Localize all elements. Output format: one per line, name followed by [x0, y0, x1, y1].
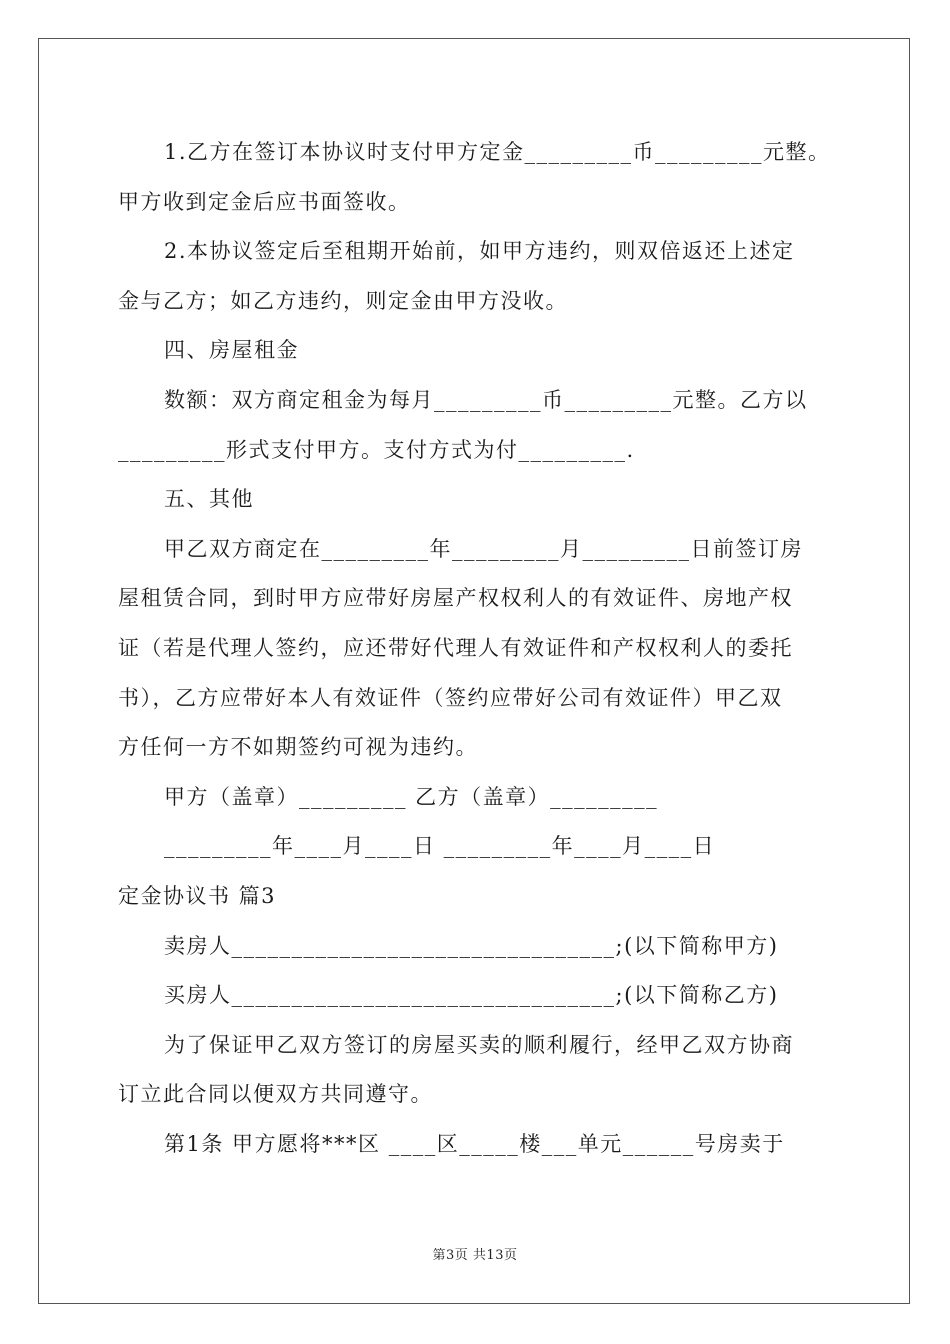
date-line: _________年____月____日 _________年____月____日 [164, 834, 716, 859]
document-body [118, 128, 838, 1169]
article-line: 第1条 甲方愿将***区 ____区_____楼___单元______号房卖于 [164, 1131, 785, 1156]
buyer-line: 买房人________________________________;(以下简称乙方) [164, 983, 779, 1008]
paragraph-line: 方任何一方不如期签约可视为违约。 [118, 735, 478, 760]
paragraph-line: 屋租赁合同，到时甲方应带好房屋产权权利人的有效证件、房地产权 [118, 586, 793, 611]
paragraph-line: 2.本协议签定后至租期开始前，如甲方违约，则双倍返还上述定 [164, 239, 795, 264]
section-heading: 四、房屋租金 [164, 338, 299, 363]
section-heading: 五、其他 [164, 487, 254, 512]
paragraph-line: _________形式支付甲方。支付方式为付_________. [118, 437, 635, 462]
signature-line: 甲方（盖章）_________ 乙方（盖章）_________ [164, 784, 659, 809]
document-title: 定金协议书 篇3 [118, 883, 277, 908]
seller-line: 卖房人________________________________;(以下简称甲方) [164, 933, 779, 958]
paragraph-line: 甲乙双方商定在_________年_________月_________日前签订房 [164, 536, 803, 561]
page-number: 第3页 共13页 [432, 1248, 518, 1263]
paragraph-line: 为了保证甲乙双方签订的房屋买卖的顺利履行，经甲乙双方协商 [164, 1032, 794, 1057]
paragraph-line: 证（若是代理人签约，应还带好代理人有效证件和产权权利人的委托 [118, 635, 793, 660]
paragraph-line: 甲方收到定金后应书面签收。 [118, 189, 411, 214]
paragraph-line: 订立此合同以便双方共同遵守。 [118, 1082, 433, 1107]
paragraph-line: 金与乙方；如乙方违约，则定金由甲方没收。 [118, 288, 568, 313]
paragraph-line: 1.乙方在签订本协议时支付甲方定金_________币_________元整。 [164, 140, 831, 164]
paragraph-line: 书），乙方应带好本人有效证件（签约应带好公司有效证件）甲乙双 [118, 685, 783, 710]
paragraph-line: 数额：双方商定租金为每月_________币_________元整。乙方以 [164, 387, 808, 412]
